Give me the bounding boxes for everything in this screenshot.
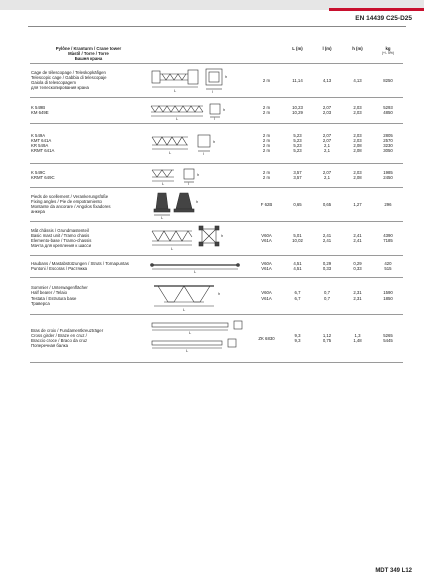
- svg-text:h: h: [197, 172, 200, 178]
- cell-weight: [373, 97, 403, 123]
- cell-description-line: KR 549A: [31, 143, 49, 149]
- svg-text:L: L: [176, 116, 179, 121]
- cell-width-line: 0,33: [322, 266, 332, 272]
- cell-width-line: 4,13: [322, 77, 332, 83]
- cell-weight-line: 3230: [383, 143, 393, 149]
- cell-description: [30, 314, 147, 362]
- cell-description-line: KM 649E: [31, 110, 49, 116]
- cell-height: [342, 97, 373, 123]
- cell-length-line: 11,14: [292, 77, 303, 83]
- cell-height-line: 1,3: [354, 332, 361, 338]
- cell-height-line: 4,13: [353, 77, 362, 83]
- column-header-weight: kg (+/- 5%): [373, 44, 403, 63]
- cell-width-line: 2,07: [322, 137, 332, 143]
- cell-length: [283, 277, 312, 314]
- cell-length-line: 3,57: [293, 169, 302, 175]
- cell-length-line: 6,7: [294, 295, 301, 301]
- cell-length-line: 5,23: [293, 137, 302, 143]
- cell-code-line: 2 m: [262, 104, 271, 110]
- component-drawing: [148, 280, 249, 312]
- cell-description: [30, 163, 147, 187]
- cell-length-line: 10,23: [292, 104, 303, 110]
- cell-height-line: 2,41: [353, 232, 362, 238]
- cell-weight-line: 515: [384, 266, 392, 272]
- component-drawing: [148, 258, 249, 274]
- cell-description-line: Testata / Estrutura base: [31, 295, 77, 301]
- cell-description: [30, 277, 147, 314]
- component-drawing: [148, 100, 249, 120]
- cell-weight: [373, 277, 403, 314]
- svg-text:L: L: [186, 348, 189, 354]
- document-code: EN 14439 C25-D25: [355, 15, 412, 22]
- cell-drawing: [147, 255, 250, 277]
- cell-description-line: Half bearer / Telaio: [31, 290, 67, 296]
- cell-code: [250, 63, 283, 97]
- cell-height-line: 1,48: [353, 338, 362, 344]
- cell-height-line: 0,33: [353, 266, 362, 272]
- cell-weight-line: 5265: [383, 332, 393, 338]
- svg-text:L: L: [171, 246, 174, 252]
- cell-weight-line: 2450: [383, 175, 393, 181]
- cell-width: [312, 187, 342, 221]
- table-row: [30, 123, 403, 163]
- cell-code-line: 2 m: [262, 148, 271, 154]
- header-rule: [28, 26, 406, 27]
- svg-text:L: L: [183, 306, 186, 312]
- cell-code-line: V61A: [261, 238, 272, 244]
- cell-code-line: ZK 6830: [258, 335, 275, 341]
- cell-height: [342, 163, 373, 187]
- cell-length: [283, 187, 312, 221]
- cell-weight: [373, 163, 403, 187]
- cell-length-line: 9,3: [294, 338, 301, 344]
- svg-text:h: h: [223, 107, 226, 113]
- cell-description-line: Puntoni / Escoras / Растяжка: [31, 266, 88, 272]
- cell-height-line: 2,03: [353, 110, 362, 116]
- cell-description-line: Мачта для крепления к шасси: [31, 243, 91, 249]
- table-row: [30, 221, 403, 255]
- cell-weight-line: 3050: [383, 148, 393, 154]
- table-row: [30, 163, 403, 187]
- cell-code-line: 2 m: [262, 137, 271, 143]
- cell-width-line: 2,41: [322, 238, 332, 244]
- cell-height: [342, 221, 373, 255]
- column-header-code: [250, 44, 283, 63]
- cell-weight-line: 296: [384, 201, 392, 207]
- table-row: [30, 314, 403, 362]
- cell-weight: [373, 314, 403, 362]
- cell-width: [312, 163, 342, 187]
- cell-code-line: V60A: [261, 232, 272, 238]
- cell-drawing: [147, 221, 250, 255]
- svg-text:l: l: [203, 151, 204, 157]
- cell-length-line: 4,51: [293, 266, 302, 272]
- svg-text:h: h: [218, 290, 221, 296]
- cell-weight-line: 4390: [383, 232, 393, 238]
- cell-height: [342, 63, 373, 97]
- cell-description-line: Pieds de scellement / Verankerungsfüße: [31, 193, 109, 199]
- cell-description-line: для телескопирования крана: [31, 85, 89, 91]
- cell-weight-line: 1590: [383, 290, 393, 296]
- cell-description-line: Basic mast unit / Tramo chasis: [31, 232, 90, 238]
- cell-width-line: 2,07: [322, 104, 332, 110]
- cell-length: [283, 163, 312, 187]
- cell-height-line: 1,27: [353, 201, 362, 207]
- table-row: [30, 187, 403, 221]
- cell-height-line: 2,08: [353, 148, 362, 154]
- cell-description-line: Gaiola di telescopagem: [31, 80, 76, 86]
- cell-code: [250, 221, 283, 255]
- cell-description: [30, 187, 147, 221]
- cell-length-line: 5,23: [293, 143, 302, 149]
- cell-code-line: 2 m: [262, 110, 271, 116]
- cell-code: [250, 277, 283, 314]
- cell-height: [342, 314, 373, 362]
- cell-width-line: 0,7: [324, 295, 330, 301]
- table-header-row: [30, 44, 403, 63]
- cell-code-line: V60A: [261, 260, 272, 266]
- cell-length: [283, 314, 312, 362]
- cell-length-line: 5,01: [293, 232, 302, 238]
- cell-code-line: V60A: [261, 290, 272, 296]
- cell-weight: [373, 255, 403, 277]
- cell-weight-line: 2805: [383, 132, 393, 138]
- cell-code-line: 2 m: [262, 169, 271, 175]
- cell-width-line: 2,07: [322, 169, 332, 175]
- column-header-length: L (m): [283, 44, 312, 63]
- cell-drawing: [147, 187, 250, 221]
- column-header-height: h (m): [342, 44, 373, 63]
- component-drawing: [148, 317, 249, 359]
- cell-weight-line: 5445: [383, 338, 393, 344]
- cell-weight-line: 7185: [383, 238, 393, 244]
- cell-length-line: 5,23: [293, 132, 302, 138]
- cell-description-line: Траверса: [31, 300, 50, 306]
- cell-code-line: 2 m: [262, 77, 271, 83]
- cell-height: [342, 277, 373, 314]
- table-row: [30, 255, 403, 277]
- brand-accent-line: [329, 8, 424, 11]
- svg-text:h: h: [196, 199, 199, 205]
- cell-width-line: 0,29: [322, 260, 332, 266]
- cell-length-line: 0,65: [293, 201, 302, 207]
- cell-height-line: 2,08: [353, 175, 362, 181]
- cell-code-line: F 62B: [260, 201, 273, 207]
- cell-description-line: Telescopic cage / Gabbia di telescopaje: [31, 74, 107, 80]
- cell-height-line: 2,31: [353, 290, 362, 296]
- cell-length-line: 9,3: [294, 332, 301, 338]
- cell-code-line: V61A: [261, 266, 272, 272]
- cell-weight: [373, 63, 403, 97]
- cell-drawing: [147, 163, 250, 187]
- cell-description: [30, 221, 147, 255]
- cell-weight-line: 1850: [383, 295, 393, 301]
- cell-width-line: 0,65: [322, 201, 332, 207]
- component-drawing: [148, 189, 249, 219]
- column-header-drawing: [147, 44, 250, 63]
- cell-description-line: Bras de croix / Fundamentkreuzträger: [31, 327, 104, 333]
- cell-length: [283, 63, 312, 97]
- cell-width: [312, 221, 342, 255]
- cell-width: [312, 314, 342, 362]
- cell-description-line: KRMT 641A: [31, 148, 55, 154]
- cell-width-line: 0,7: [324, 290, 330, 296]
- cell-height-line: 2,03: [353, 132, 362, 138]
- svg-text:L: L: [189, 330, 192, 336]
- cell-width-line: 2,41: [322, 232, 332, 238]
- cell-width-line: 2,07: [322, 132, 332, 138]
- svg-text:L: L: [169, 150, 172, 156]
- svg-text:L: L: [161, 215, 164, 220]
- cell-weight: [373, 187, 403, 221]
- cell-weight-line: 1985: [383, 169, 393, 175]
- cell-drawing: [147, 314, 250, 362]
- cell-height: [342, 187, 373, 221]
- cell-weight-line: 420: [384, 260, 392, 266]
- cell-width-line: 1,12: [322, 332, 332, 338]
- cell-height-line: 0,29: [353, 260, 362, 266]
- component-drawing: [148, 223, 249, 253]
- cell-description: [30, 255, 147, 277]
- cell-height-line: 2,08: [353, 143, 362, 149]
- cell-length-line: 6,7: [294, 290, 301, 296]
- cell-height-line: 2,03: [353, 104, 362, 110]
- component-drawing: [148, 165, 249, 185]
- cell-weight-line: 8250: [383, 77, 393, 83]
- cell-width: [312, 255, 342, 277]
- cell-code: [250, 123, 283, 163]
- cell-width: [312, 97, 342, 123]
- svg-text:L: L: [162, 181, 165, 186]
- svg-text:l: l: [188, 181, 189, 186]
- cell-description-line: Montante da ancorare / Angolos fixadores: [31, 204, 111, 210]
- cell-description-line: K 549A: [31, 132, 46, 138]
- cell-height: [342, 123, 373, 163]
- cell-description-line: Fixing angles / Pie de empotramiento: [31, 198, 102, 204]
- cell-code-line: 2 m: [262, 143, 271, 149]
- table-row: [30, 63, 403, 97]
- svg-text:h: h: [225, 74, 228, 80]
- cell-length-line: 10,02: [292, 238, 303, 244]
- cell-description-line: Mât châssis / Grundmastenteil: [31, 227, 89, 233]
- cell-width: [312, 277, 342, 314]
- svg-text:l: l: [214, 116, 215, 121]
- cell-description-line: Cross girder / Braze en cruz /: [31, 332, 87, 338]
- cell-description: [30, 123, 147, 163]
- cell-description-line: анкера: [31, 209, 45, 215]
- column-header-description: Pylône / Kranturm / Crane tower Màstil / Torre / Torre Башня крана: [30, 44, 147, 63]
- cell-length: [283, 123, 312, 163]
- cell-length: [283, 255, 312, 277]
- cell-width-line: 2,1: [324, 148, 330, 154]
- cell-description: [30, 63, 147, 97]
- components-table: [30, 44, 403, 363]
- cell-drawing: [147, 63, 250, 97]
- cell-width-line: 0,75: [322, 338, 332, 344]
- cell-code: [250, 255, 283, 277]
- cell-description-line: Sommier / Unterwagenflächer: [31, 285, 88, 291]
- component-drawing: [148, 129, 249, 157]
- svg-text:h: h: [221, 233, 224, 239]
- cell-width-line: 2,1: [324, 143, 330, 149]
- cell-code: [250, 97, 283, 123]
- cell-height-line: 2,31: [353, 295, 362, 301]
- cell-length-line: 5,23: [293, 148, 302, 154]
- cell-description-line: Haubans / Mastabstützungen / Struts / Tornapuntas: [31, 260, 129, 266]
- cell-code-line: 2 m: [262, 175, 271, 181]
- cell-description-line: Поперечная балка: [31, 343, 68, 349]
- cell-code: [250, 314, 283, 362]
- cell-length: [283, 97, 312, 123]
- svg-text:l: l: [212, 89, 213, 95]
- cell-drawing: [147, 97, 250, 123]
- cell-width: [312, 63, 342, 97]
- cell-weight-line: 4850: [383, 110, 393, 116]
- cell-weight-line: 2570: [383, 137, 393, 143]
- cell-weight: [373, 123, 403, 163]
- component-drawing: [148, 65, 249, 95]
- svg-text:L: L: [194, 269, 197, 275]
- cell-description: [30, 97, 147, 123]
- column-header-width: l (m): [312, 44, 342, 63]
- cell-length-line: 3,57: [293, 175, 302, 181]
- cell-height-line: 2,03: [353, 137, 362, 143]
- cell-code: [250, 163, 283, 187]
- cell-drawing: [147, 277, 250, 314]
- cell-code-line: V61A: [261, 295, 272, 301]
- cell-height-line: 2,03: [353, 169, 362, 175]
- svg-text:L: L: [174, 88, 177, 94]
- cell-drawing: [147, 123, 250, 163]
- cell-description-line: K 549B: [31, 104, 46, 110]
- cell-code-line: 2 m: [262, 132, 271, 138]
- cell-code: [250, 187, 283, 221]
- table-row: [30, 277, 403, 314]
- cell-height: [342, 255, 373, 277]
- cell-length-line: 10,29: [292, 110, 303, 116]
- cell-description-line: Cage de télescopage / Teleskopkäfigen: [31, 69, 106, 75]
- svg-text:h: h: [213, 139, 216, 145]
- cell-height-line: 2,41: [353, 238, 362, 244]
- cell-length: [283, 221, 312, 255]
- cell-weight-line: 5293: [383, 104, 393, 110]
- cell-weight: [373, 221, 403, 255]
- cell-description-line: KMT 641A: [31, 137, 52, 143]
- cell-length-line: 4,51: [293, 260, 302, 266]
- cell-description-line: Elemento-base / Tramo-chassis: [31, 238, 92, 244]
- cell-width: [312, 123, 342, 163]
- cell-description-line: KRMT 649C: [31, 175, 55, 181]
- cell-width-line: 2,03: [322, 110, 332, 116]
- cell-width-line: 2,1: [324, 175, 330, 181]
- cell-description-line: Braccio croce / Braco da cruz: [31, 338, 88, 344]
- table-row: [30, 97, 403, 123]
- cell-description-line: K 549C: [31, 169, 46, 175]
- page-code: MDT 349 L12: [375, 568, 412, 574]
